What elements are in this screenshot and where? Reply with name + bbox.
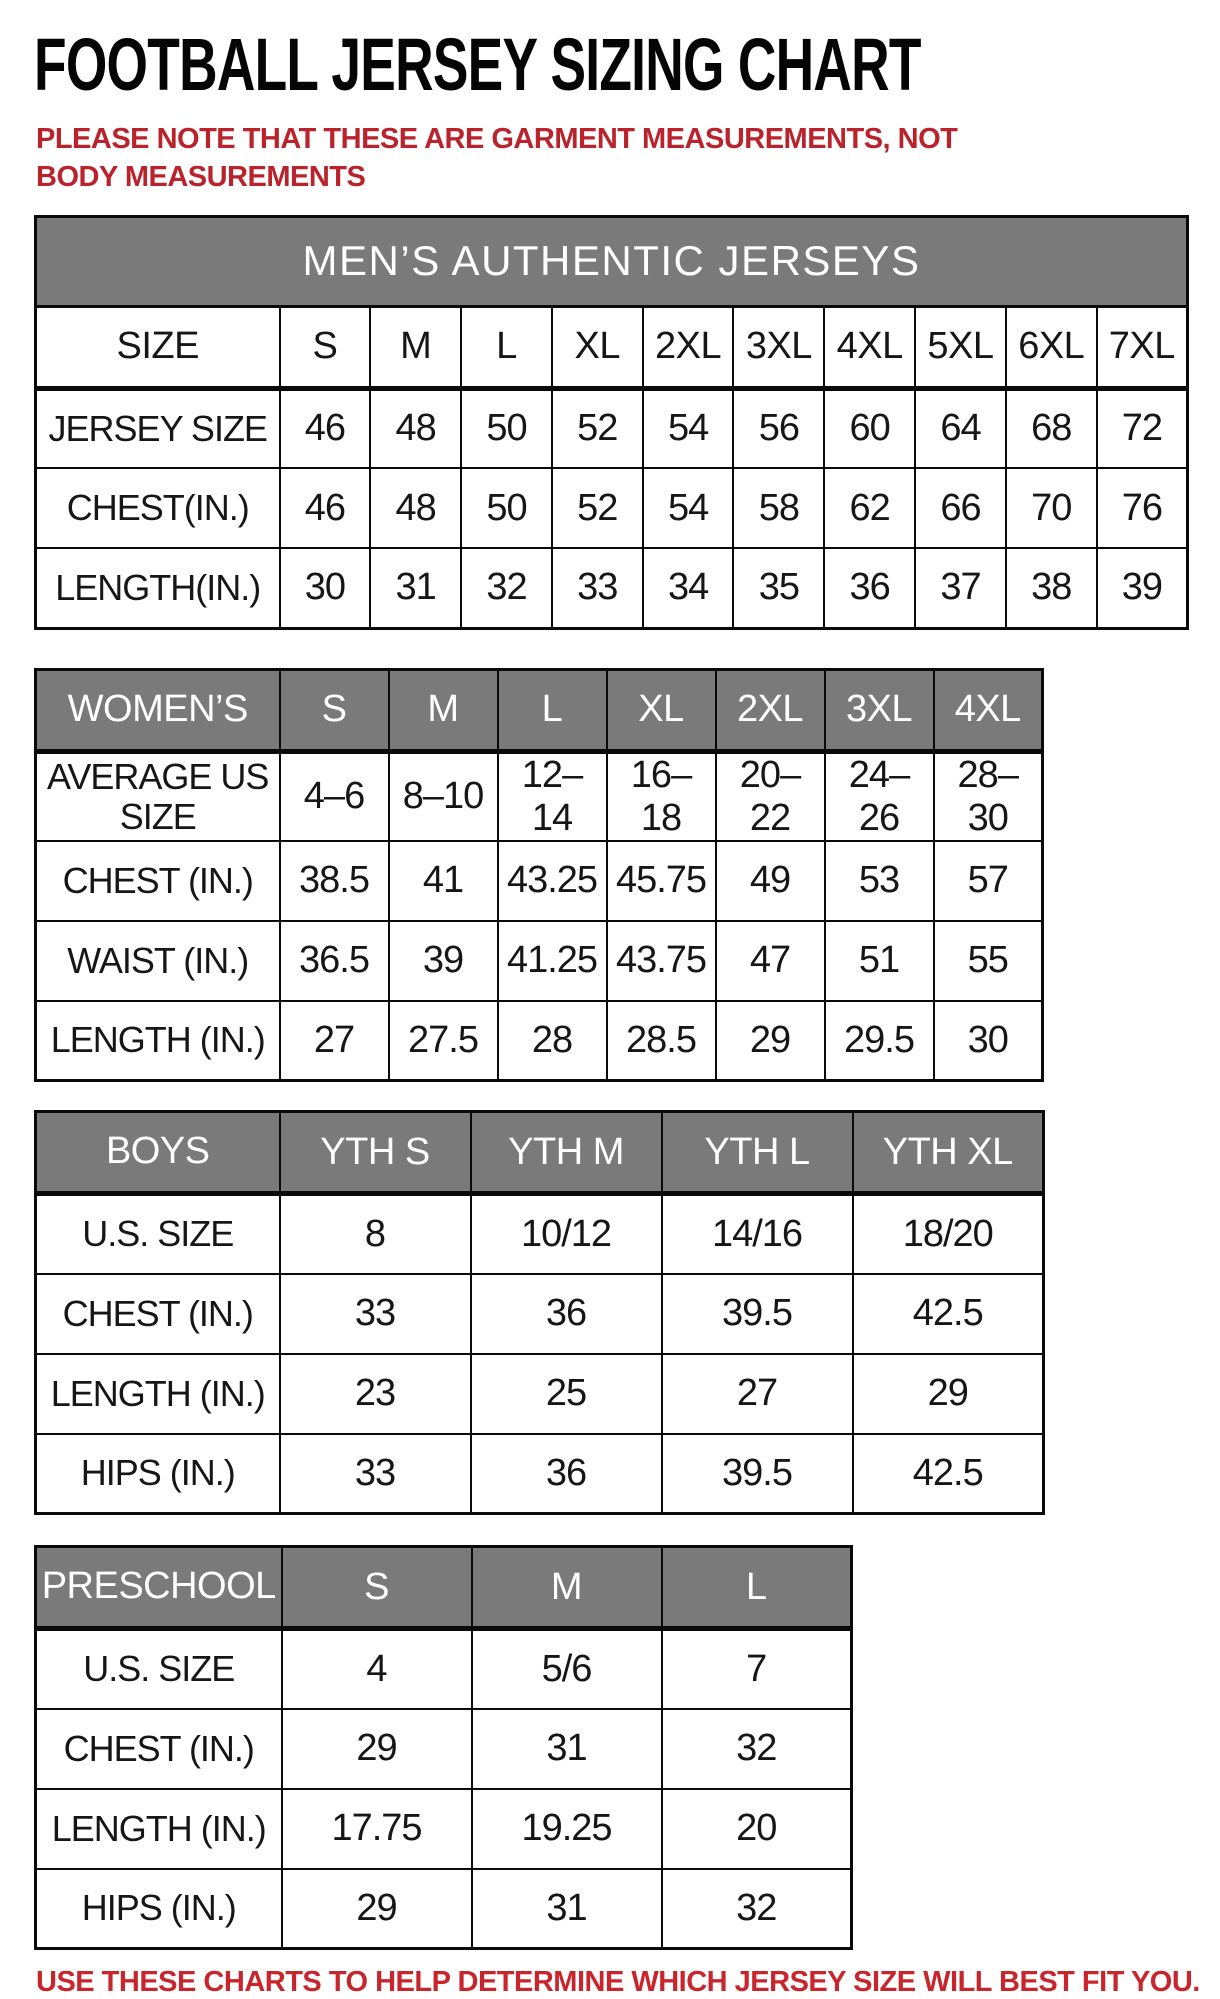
boys-sizing-table <box>34 1110 1045 1515</box>
row-label: U.S. SIZE <box>36 1629 282 1709</box>
value-cell: 60 <box>824 388 915 468</box>
row-label: CHEST (IN.) <box>36 1709 282 1789</box>
table-row <box>36 1869 852 1949</box>
value-cell: 31 <box>370 548 461 628</box>
row-label: AVERAGE US SIZE <box>36 751 280 841</box>
row-label: CHEST (IN.) <box>36 841 280 921</box>
value-cell: 32 <box>461 548 552 628</box>
value-cell: 37 <box>915 548 1006 628</box>
table-corner-label: BOYS <box>36 1112 280 1194</box>
column-header: 2XL <box>716 669 825 751</box>
value-cell: 29 <box>853 1354 1044 1434</box>
column-header: S <box>282 1547 472 1629</box>
value-cell: 5/6 <box>472 1629 662 1709</box>
value-cell: 36 <box>471 1434 662 1514</box>
column-header: 6XL <box>1006 306 1097 388</box>
value-cell: 36 <box>471 1274 662 1354</box>
value-cell: 17.75 <box>282 1789 472 1869</box>
column-header: 3XL <box>733 306 824 388</box>
column-header: XL <box>607 669 716 751</box>
value-cell: 45.75 <box>607 841 716 921</box>
value-cell: 20 <box>662 1789 852 1869</box>
value-cell: 10/12 <box>471 1194 662 1274</box>
row-label: HIPS (IN.) <box>36 1434 280 1514</box>
value-cell: 57 <box>934 841 1043 921</box>
value-cell: 4 <box>282 1629 472 1709</box>
value-cell: 27 <box>662 1354 853 1434</box>
row-label: HIPS (IN.) <box>36 1869 282 1949</box>
value-cell: 42.5 <box>853 1274 1044 1354</box>
value-cell: 54 <box>643 468 734 548</box>
value-cell: 16–18 <box>607 751 716 841</box>
table-row <box>36 1001 1043 1081</box>
value-cell: 33 <box>280 1434 471 1514</box>
column-header: L <box>662 1547 852 1629</box>
mens-authentic-jerseys-table <box>34 215 1189 630</box>
column-header: YTH M <box>471 1112 662 1194</box>
value-cell: 36.5 <box>280 921 389 1001</box>
column-header: 4XL <box>934 669 1043 751</box>
value-cell: 14/16 <box>662 1194 853 1274</box>
value-cell: 31 <box>472 1709 662 1789</box>
page-title: FOOTBALL JERSEY SIZING CHART <box>34 23 921 106</box>
table-corner-label: SIZE <box>36 306 280 388</box>
value-cell: 49 <box>716 841 825 921</box>
value-cell: 41 <box>389 841 498 921</box>
preschool-sizing-table <box>34 1545 853 1950</box>
row-label: LENGTH (IN.) <box>36 1001 280 1081</box>
value-cell: 47 <box>716 921 825 1001</box>
column-header: L <box>461 306 552 388</box>
row-label: LENGTH (IN.) <box>36 1789 282 1869</box>
value-cell: 34 <box>643 548 734 628</box>
column-header: M <box>389 669 498 751</box>
table-row <box>36 841 1043 921</box>
garment-measurement-note: PLEASE NOTE THAT THESE ARE GARMENT MEASUREMENTS, NOT BODY MEASUREMENTS <box>36 123 958 194</box>
value-cell: 68 <box>1006 388 1097 468</box>
value-cell: 33 <box>280 1274 471 1354</box>
value-cell: 29.5 <box>825 1001 934 1081</box>
column-header: S <box>280 669 389 751</box>
value-cell: 62 <box>824 468 915 548</box>
column-header: YTH L <box>662 1112 853 1194</box>
value-cell: 50 <box>461 468 552 548</box>
value-cell: 23 <box>280 1354 471 1434</box>
column-header: YTH XL <box>853 1112 1044 1194</box>
value-cell: 64 <box>915 388 1006 468</box>
column-header: L <box>498 669 607 751</box>
table-banner: MEN’S AUTHENTIC JERSEYS <box>36 216 1188 306</box>
value-cell: 29 <box>282 1869 472 1949</box>
value-cell: 39 <box>1097 548 1188 628</box>
table-row <box>36 548 1188 628</box>
table-row <box>36 921 1043 1001</box>
table-row <box>36 1194 1044 1274</box>
table-row <box>36 1354 1044 1434</box>
row-label: CHEST (IN.) <box>36 1274 280 1354</box>
row-label: LENGTH(IN.) <box>36 548 280 628</box>
table-corner-label: PRESCHOOL <box>36 1547 282 1629</box>
value-cell: 29 <box>282 1709 472 1789</box>
column-header: 3XL <box>825 669 934 751</box>
value-cell: 51 <box>825 921 934 1001</box>
table-corner-label: WOMEN’S <box>36 669 280 751</box>
value-cell: 52 <box>552 468 643 548</box>
table-row <box>36 388 1188 468</box>
value-cell: 7 <box>662 1629 852 1709</box>
value-cell: 39.5 <box>662 1434 853 1514</box>
value-cell: 46 <box>280 468 371 548</box>
table-row <box>36 1709 852 1789</box>
fit-advice-note: USE THESE CHARTS TO HELP DETERMINE WHICH JERSEY SIZE WILL BEST FIT YOU. <box>36 1966 1200 1999</box>
value-cell: 50 <box>461 388 552 468</box>
value-cell: 35 <box>733 548 824 628</box>
value-cell: 39.5 <box>662 1274 853 1354</box>
value-cell: 58 <box>733 468 824 548</box>
value-cell: 48 <box>370 388 461 468</box>
column-header: YTH S <box>280 1112 471 1194</box>
value-cell: 41.25 <box>498 921 607 1001</box>
value-cell: 27 <box>280 1001 389 1081</box>
value-cell: 4–6 <box>280 751 389 841</box>
row-label: JERSEY SIZE <box>36 388 280 468</box>
value-cell: 76 <box>1097 468 1188 548</box>
value-cell: 8 <box>280 1194 471 1274</box>
column-header: M <box>370 306 461 388</box>
row-label: U.S. SIZE <box>36 1194 280 1274</box>
value-cell: 43.25 <box>498 841 607 921</box>
value-cell: 25 <box>471 1354 662 1434</box>
value-cell: 8–10 <box>389 751 498 841</box>
value-cell: 32 <box>662 1869 852 1949</box>
value-cell: 27.5 <box>389 1001 498 1081</box>
value-cell: 28–30 <box>934 751 1043 841</box>
value-cell: 43.75 <box>607 921 716 1001</box>
value-cell: 24–26 <box>825 751 934 841</box>
value-cell: 42.5 <box>853 1434 1044 1514</box>
table-row <box>36 751 1043 841</box>
table-row <box>36 1434 1044 1514</box>
value-cell: 30 <box>280 548 371 628</box>
value-cell: 28 <box>498 1001 607 1081</box>
value-cell: 30 <box>934 1001 1043 1081</box>
value-cell: 55 <box>934 921 1043 1001</box>
value-cell: 46 <box>280 388 371 468</box>
column-header: XL <box>552 306 643 388</box>
value-cell: 72 <box>1097 388 1188 468</box>
row-label: LENGTH (IN.) <box>36 1354 280 1434</box>
column-header: 5XL <box>915 306 1006 388</box>
value-cell: 54 <box>643 388 734 468</box>
value-cell: 12–14 <box>498 751 607 841</box>
value-cell: 48 <box>370 468 461 548</box>
value-cell: 36 <box>824 548 915 628</box>
table-row <box>36 1789 852 1869</box>
value-cell: 39 <box>389 921 498 1001</box>
value-cell: 29 <box>716 1001 825 1081</box>
value-cell: 28.5 <box>607 1001 716 1081</box>
value-cell: 31 <box>472 1869 662 1949</box>
column-header: 7XL <box>1097 306 1188 388</box>
value-cell: 70 <box>1006 468 1097 548</box>
value-cell: 66 <box>915 468 1006 548</box>
value-cell: 18/20 <box>853 1194 1044 1274</box>
value-cell: 52 <box>552 388 643 468</box>
row-label: WAIST (IN.) <box>36 921 280 1001</box>
column-header: M <box>472 1547 662 1629</box>
value-cell: 33 <box>552 548 643 628</box>
row-label: CHEST(IN.) <box>36 468 280 548</box>
table-row <box>36 1629 852 1709</box>
value-cell: 53 <box>825 841 934 921</box>
column-header: S <box>280 306 371 388</box>
value-cell: 19.25 <box>472 1789 662 1869</box>
value-cell: 32 <box>662 1709 852 1789</box>
value-cell: 56 <box>733 388 824 468</box>
column-header: 2XL <box>643 306 734 388</box>
womens-sizing-table <box>34 668 1044 1083</box>
table-row <box>36 1274 1044 1354</box>
column-header: 4XL <box>824 306 915 388</box>
table-row <box>36 468 1188 548</box>
value-cell: 38.5 <box>280 841 389 921</box>
value-cell: 20–22 <box>716 751 825 841</box>
value-cell: 38 <box>1006 548 1097 628</box>
